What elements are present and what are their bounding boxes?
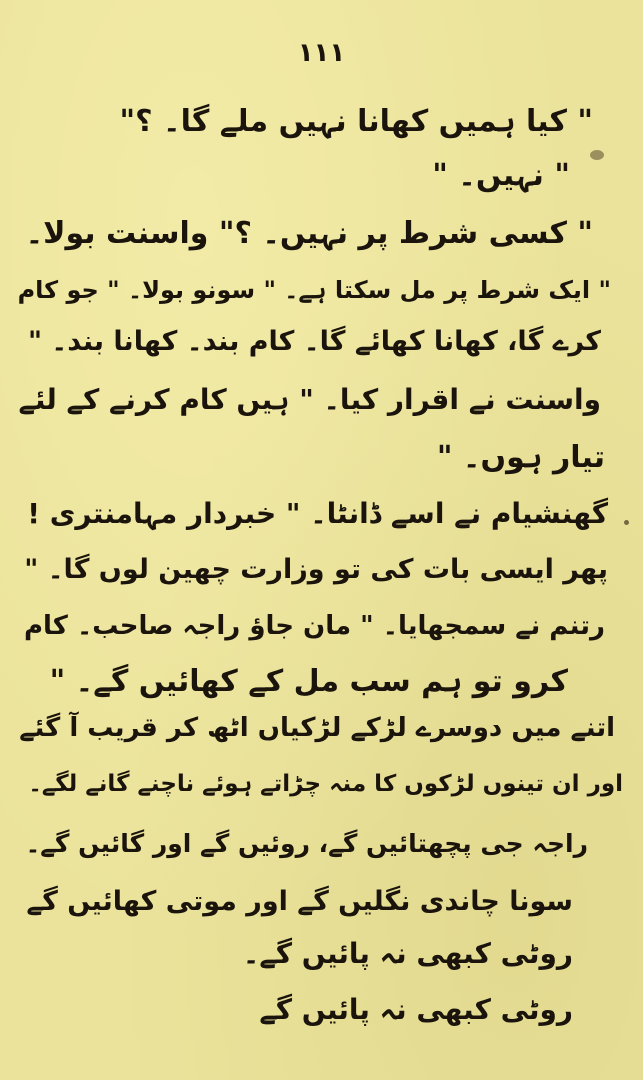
text-line-3: " کسی شرط پر نہیں۔ ؟" واسنت بولا۔ [25, 216, 593, 251]
ink-spot [590, 150, 604, 160]
page-number: ۱۱۱ [297, 38, 346, 68]
ink-spot [624, 520, 629, 525]
text-line-7: تیار ہوں۔ " [436, 440, 605, 475]
text-line-5: کرے گا، کھانا کھائے گا۔ کام بند۔ کھانا بند۔ " [27, 326, 601, 357]
text-line-14: راجہ جی پچھتائیں گے، روئیں گے اور گائیں گے۔ [25, 829, 588, 858]
text-line-1: " کیا ہمیں کھانا نہیں ملے گا۔ ؟" [119, 104, 593, 139]
text-line-13: اور ان تینوں لڑکوں کا منہ چڑاتے ہوئے ناچنے گانے لگے۔ [28, 771, 623, 797]
text-line-8: گھنشیام نے اسے ڈانٹا۔ " خبردار مہامنتری ! [27, 497, 608, 530]
text-line-9: پھر ایسی بات کی تو وزارت چھین لوں گا۔ " [24, 554, 608, 585]
text-line-16: روٹی کبھی نہ پائیں گے۔ [242, 937, 573, 970]
text-line-10: رتنم نے سمجھایا۔ " مان جاؤ راجہ صاحب۔ کام [23, 611, 605, 641]
text-line-4: " ایک شرط پر مل سکتا ہے۔ " سونو بولا۔ " جو کام [17, 276, 611, 304]
text-line-15: سونا چاندی نگلیں گے اور موتی کھائیں گے [26, 886, 573, 917]
text-line-6: واسنت نے اقرار کیا۔ " ہیں کام کرنے کے لئے [18, 383, 601, 416]
text-line-12: اتنے میں دوسرے لڑکے لڑکیاں اٹھ کر قریب آ گئے [19, 713, 615, 743]
text-line-11: کرو تو ہم سب مل کے کھائیں گے۔ " [49, 664, 568, 699]
text-line-2: " نہیں۔ " [432, 158, 570, 193]
text-line-17: روٹی کبھی نہ پائیں گے [259, 993, 573, 1026]
